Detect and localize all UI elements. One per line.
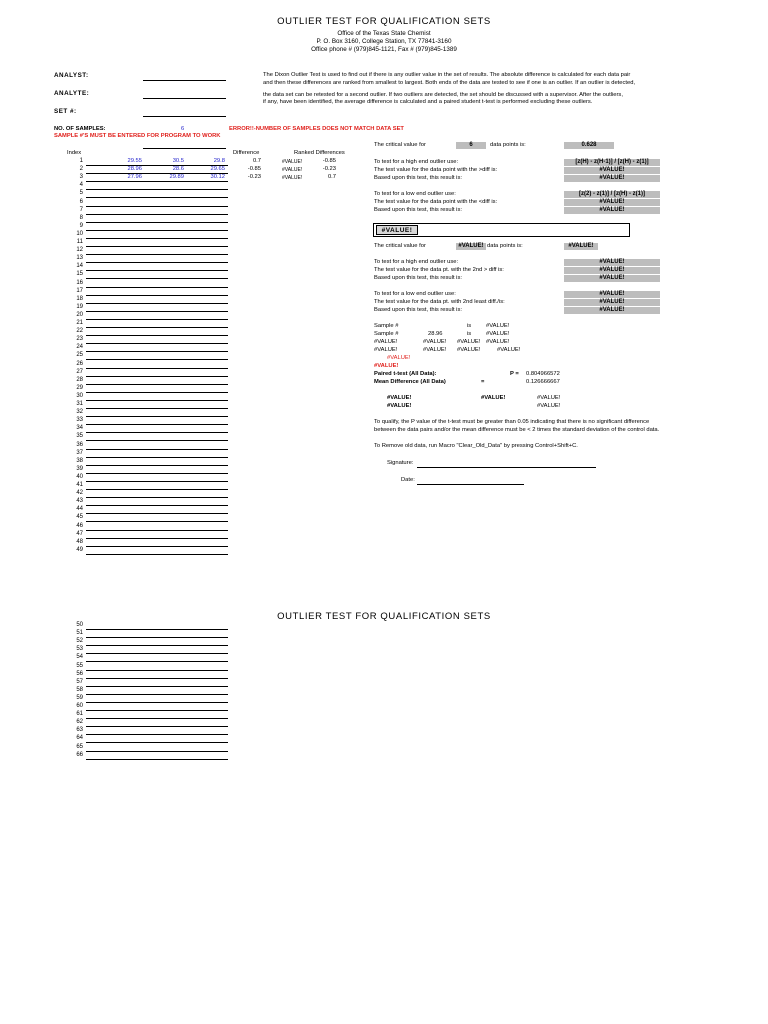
row-index: 63 (76, 727, 83, 734)
ranked-value: -0.85 (322, 158, 336, 164)
row-index: 52 (76, 638, 83, 645)
index-row[interactable] (62, 744, 232, 752)
row-index: 40 (76, 473, 83, 480)
index-row[interactable] (62, 719, 232, 727)
high-formula-1: [z(H) - z(H-1)] / [z(H) - z(1)] (564, 159, 660, 166)
row-index: 21 (76, 320, 83, 326)
samples-error: ERROR!!-NUMBER OF SAMPLES DOES NOT MATCH DATA SET (229, 126, 404, 132)
samples-warning: SAMPLE #'S MUST BE ENTERED FOR PROGRAM TO WORK (54, 133, 221, 139)
row-index: 43 (76, 498, 83, 505)
index-row[interactable] (62, 263, 232, 271)
header-rule (143, 148, 226, 149)
row-index: 56 (76, 670, 83, 677)
row-index: 17 (76, 287, 83, 294)
index-row[interactable] (62, 215, 232, 223)
set-field[interactable] (143, 116, 226, 117)
index-row[interactable] (62, 417, 232, 425)
index-row[interactable] (62, 458, 232, 466)
office-line-1: Office of the Texas State Chemist (337, 30, 431, 37)
index-row[interactable] (62, 344, 232, 352)
row-index: 10 (76, 230, 83, 237)
row-index: 26 (76, 360, 83, 367)
row-index: 28 (76, 376, 83, 383)
row-input-line[interactable] (86, 759, 228, 760)
summary-is-2: is (467, 331, 472, 337)
index-row[interactable] (62, 320, 232, 328)
index-row[interactable] (62, 727, 232, 735)
summary-result: #VALUE! (481, 395, 506, 401)
low-test-label-1: The test value for the data point with the <diff is: (374, 199, 498, 205)
row-index: 38 (76, 457, 83, 464)
description-line-3: the data set can be retested for a second outlier. If two outliers are detected, the set should be discussed with a supervisor. After the outliers, (263, 92, 623, 98)
mean-value: 0.126666667 (526, 379, 560, 385)
row-index: 35 (76, 433, 83, 440)
summary-result: #VALUE! (387, 395, 412, 401)
value-a[interactable]: 28.96 (127, 166, 142, 172)
critical-label-1: The critical value for (374, 142, 426, 148)
summary-cell: #VALUE! (423, 347, 447, 353)
high-label-1: To test for a high end outlier use: (374, 159, 459, 165)
critical-value-2: #VALUE! (564, 243, 598, 250)
low-label-1: To test for a low end outlier use: (374, 191, 456, 197)
high-result-label-1: Based upon this test, this result is: (374, 175, 462, 181)
index-row[interactable] (62, 638, 232, 646)
row-index: 7 (79, 206, 83, 213)
flag-value: #VALUE! (282, 159, 303, 165)
row-index: 66 (76, 751, 83, 758)
row-index: 37 (76, 449, 83, 456)
summary-sample-label-1: Sample # (374, 323, 399, 329)
macro-note: To Remove old data, run Macro "Clear_Old_Data" by pressing Control+Shift+C. (374, 443, 578, 449)
banner-value: #VALUE! (376, 225, 418, 235)
index-row[interactable] (62, 231, 232, 239)
low-label-2: To test for a low end outlier use: (374, 291, 456, 297)
row-index: 2 (79, 166, 83, 173)
summary-sample-num-2: 28.96 (428, 331, 443, 337)
index-row[interactable] (62, 288, 232, 296)
index-row[interactable] (62, 377, 232, 385)
ranked-header: Ranked Differences (294, 150, 345, 156)
index-row[interactable] (62, 646, 232, 654)
signature-field[interactable] (417, 467, 596, 468)
index-row[interactable] (62, 223, 232, 231)
index-row[interactable] (62, 466, 232, 474)
row-index: 39 (76, 465, 83, 472)
index-row[interactable] (62, 304, 232, 312)
row-index: 48 (76, 538, 83, 545)
index-row[interactable] (62, 255, 232, 263)
row-index: 27 (76, 368, 83, 375)
index-row[interactable] (62, 752, 232, 760)
high-value-2: #VALUE! (564, 259, 660, 266)
index-row[interactable] (62, 409, 232, 417)
ttest-p-label: P = (510, 371, 519, 377)
value-b[interactable]: 28.6 (172, 166, 184, 172)
ttest-value: 0.804966572 (526, 371, 560, 377)
critical-mid-2: data points is: (487, 243, 523, 249)
index-row[interactable] (62, 671, 232, 679)
page-2-title: OUTLIER TEST FOR QUALIFICATION SETS (277, 611, 491, 622)
index-row[interactable] (62, 328, 232, 336)
row-index: 14 (76, 263, 83, 270)
row-index: 57 (76, 678, 83, 685)
low-formula-1: [z(2) - z(1)] / [z(H) - z(1)] (564, 191, 660, 198)
low-test-value-1: #VALUE! (564, 199, 660, 206)
index-row[interactable] (62, 207, 232, 215)
summary-cell: #VALUE! (374, 347, 398, 353)
index-row[interactable] (62, 654, 232, 662)
value-b[interactable]: 29.89 (169, 174, 184, 180)
index-row[interactable] (62, 687, 232, 695)
index-row[interactable] (62, 506, 232, 514)
row-index: 15 (76, 271, 83, 278)
value-a[interactable]: 27.96 (127, 174, 142, 180)
critical-n-2: #VALUE! (456, 243, 486, 250)
low-result-label-1: Based upon this test, this result is: (374, 207, 462, 213)
summary-value-1: #VALUE! (486, 323, 510, 329)
critical-n-1: 6 (456, 142, 486, 149)
date-label: Date: (401, 477, 415, 483)
high-test-label-1: The test value for the data point with the >diff is: (374, 167, 498, 173)
ranked-value: -0.23 (322, 166, 336, 172)
summary-cell: #VALUE! (486, 339, 510, 345)
index-row[interactable] (62, 663, 232, 671)
value-c[interactable]: 30.12 (210, 174, 225, 180)
low-test-value-2: #VALUE! (564, 299, 660, 306)
high-test-value-1: #VALUE! (564, 167, 660, 174)
index-row[interactable] (62, 312, 232, 320)
mean-eq: = (481, 379, 485, 385)
index-row[interactable] (62, 401, 232, 409)
index-row[interactable] (62, 425, 232, 433)
index-row[interactable] (62, 385, 232, 393)
row-index: 34 (76, 425, 83, 432)
index-row[interactable] (62, 735, 232, 743)
row-index: 58 (76, 686, 83, 693)
high-test-label-2: The test value for the data pt. with the 2nd > diff is: (374, 267, 504, 273)
difference-value: -0.85 (247, 166, 261, 172)
difference-value: 0.7 (252, 158, 261, 164)
index-row[interactable] (62, 630, 232, 638)
index-row[interactable] (62, 622, 232, 630)
row-index: 24 (76, 344, 83, 351)
row-index: 1 (79, 158, 83, 164)
high-result-value-1: #VALUE! (564, 175, 660, 182)
summary-cell: #VALUE! (423, 339, 447, 345)
row-input-line[interactable] (86, 554, 228, 555)
row-index: 3 (79, 174, 83, 181)
row-index: 59 (76, 694, 83, 701)
row-index: 13 (76, 255, 83, 262)
row-index: 32 (76, 409, 83, 416)
row-index: 29 (76, 384, 83, 391)
ranked-value: 0.7 (327, 174, 336, 180)
low-result-label-2: Based upon this test, this result is: (374, 307, 462, 313)
low-result-value-1: #VALUE! (564, 207, 660, 214)
description-line-2: and then these differences are ranked from smallest to largest. Both ends of the data are tested to see if one is an outlier. If an outlier is detected, (263, 80, 636, 86)
low-value-2: #VALUE! (564, 291, 660, 298)
row-index: 61 (76, 711, 83, 718)
samples-label: NO. OF SAMPLES: (54, 126, 106, 132)
office-line-3: Office phone # (979)845-1121, Fax # (979)845-1389 (311, 46, 457, 53)
row-index: 25 (76, 352, 83, 359)
ttest-label: Paired t-test (All Data): (374, 371, 437, 377)
row-index: 45 (76, 514, 83, 521)
index-row[interactable] (62, 190, 232, 198)
mean-label: Mean Difference (All Data) (374, 379, 446, 385)
index-row[interactable] (62, 393, 232, 401)
page-title: OUTLIER TEST FOR QUALIFICATION SETS (277, 16, 491, 27)
index-row[interactable] (62, 695, 232, 703)
index-row[interactable] (62, 523, 232, 531)
qualify-note-1: To qualify, the P value of the t-test must be greater than 0.05 indicating that there is no significant difference (374, 419, 650, 425)
analyte-field[interactable] (143, 98, 226, 99)
difference-value: -0.23 (247, 174, 261, 180)
low-result-value-2: #VALUE! (564, 307, 660, 314)
high-result-label-2: Based upon this test, this result is: (374, 275, 462, 281)
summary-cell: #VALUE! (457, 339, 481, 345)
index-row[interactable] (62, 450, 232, 458)
high-result-value-2: #VALUE! (564, 275, 660, 282)
index-row[interactable] (62, 239, 232, 247)
row-index: 4 (79, 182, 83, 189)
summary-cell: #VALUE! (497, 347, 521, 353)
row-index: 50 (76, 622, 83, 628)
row-index: 18 (76, 295, 83, 302)
index-row[interactable] (62, 539, 232, 547)
row-index: 9 (79, 222, 83, 229)
index-row[interactable] (62, 336, 232, 344)
row-index: 8 (79, 214, 83, 221)
row-index: 47 (76, 530, 83, 537)
index-row[interactable] (62, 531, 232, 539)
description-line-1: The Dixon Outlier Test is used to find out if there is any outlier value in the set of results. The absolute difference is calculated for each data pair (263, 72, 631, 78)
signature-label: Signature: (387, 460, 414, 466)
critical-label-2: The critical value for (374, 243, 426, 249)
row-index: 64 (76, 735, 83, 742)
row-index: 11 (76, 239, 83, 245)
row-index: 31 (76, 401, 83, 407)
critical-value-1: 0.628 (564, 142, 614, 149)
value-c[interactable]: 29.8 (213, 158, 225, 164)
summary-value-2: #VALUE! (486, 331, 510, 337)
flag-value: #VALUE! (282, 175, 303, 181)
summary-red-2: #VALUE! (374, 363, 399, 369)
summary-red-1: #VALUE! (387, 355, 411, 361)
index-row[interactable] (62, 271, 232, 279)
row-index: 53 (76, 646, 83, 653)
index-row[interactable] (62, 711, 232, 719)
summary-cell: #VALUE! (457, 347, 481, 353)
row-index: 19 (76, 303, 83, 310)
row-index: 5 (79, 190, 83, 197)
row-index: 55 (76, 662, 83, 669)
index-row[interactable] (62, 296, 232, 304)
high-label-2: To test for a high end outlier use: (374, 259, 459, 265)
summary-result: #VALUE! (537, 403, 561, 409)
value-c[interactable]: 29.65 (210, 166, 225, 172)
index-row[interactable] (62, 703, 232, 711)
description-line-4: if any, have been identified, the average difference is calculated and a paired student t-test is performed excluding these outliers. (263, 99, 593, 105)
row-index: 20 (76, 311, 83, 318)
index-row[interactable] (62, 433, 232, 441)
value-b[interactable]: 30.5 (172, 158, 184, 164)
qualify-note-2: between the data pairs and/or the mean difference must be < 2 times the standard deviation of the control data. (374, 427, 660, 433)
row-index: 33 (76, 417, 83, 424)
summary-result: #VALUE! (537, 395, 561, 401)
index-row[interactable] (62, 280, 232, 288)
row-index: 41 (76, 482, 83, 488)
office-line-2: P. O. Box 3160, College Station, TX 77841-3160 (316, 38, 452, 45)
retest-banner (373, 223, 630, 237)
row-index: 62 (76, 719, 83, 726)
row-index: 49 (76, 546, 83, 553)
index-header: Index (67, 150, 82, 156)
date-field[interactable] (417, 484, 524, 485)
summary-result: #VALUE! (387, 403, 412, 409)
difference-header: Difference (233, 150, 260, 156)
index-row[interactable] (62, 490, 232, 498)
analyst-field[interactable] (143, 80, 226, 81)
summary-cell: #VALUE! (374, 339, 398, 345)
row-index: 23 (76, 336, 83, 343)
summary-sample-label-2: Sample # (374, 331, 399, 337)
value-a[interactable]: 29.55 (127, 158, 142, 164)
index-row[interactable] (62, 352, 232, 360)
row-index: 16 (76, 279, 83, 286)
row-index: 6 (79, 198, 83, 205)
set-label: SET #: (54, 108, 77, 115)
index-row[interactable] (62, 199, 232, 207)
samples-value[interactable]: 6 (181, 126, 185, 132)
row-index: 65 (76, 743, 83, 750)
summary-is-1: is (467, 323, 472, 329)
index-row[interactable] (62, 514, 232, 522)
row-index: 12 (76, 247, 83, 254)
index-row[interactable] (62, 474, 232, 482)
row-index: 54 (76, 654, 83, 661)
index-row[interactable] (62, 247, 232, 255)
row-index: 51 (76, 630, 83, 637)
index-row[interactable] (62, 182, 232, 190)
analyte-label: ANALYTE: (54, 90, 90, 97)
index-row[interactable] (62, 369, 232, 377)
row-index: 42 (76, 490, 83, 497)
row-index: 44 (76, 506, 83, 513)
index-row[interactable] (62, 442, 232, 450)
row-index: 22 (76, 328, 83, 335)
row-index: 60 (76, 703, 83, 709)
index-row[interactable] (62, 679, 232, 687)
index-row[interactable] (62, 482, 232, 490)
analyst-label: ANALYST: (54, 72, 89, 79)
row-index: 46 (76, 522, 83, 529)
index-row[interactable] (62, 547, 232, 555)
low-test-label-2: The test value for the data pt. with 2nd least diff./is: (374, 299, 505, 305)
index-row[interactable] (62, 498, 232, 506)
high-test-value-2: #VALUE! (564, 267, 660, 274)
row-index: 36 (76, 441, 83, 448)
critical-mid-1: data points is: (490, 142, 526, 148)
row-index: 30 (76, 392, 83, 399)
index-row[interactable] (62, 361, 232, 369)
flag-value: #VALUE! (282, 167, 303, 173)
